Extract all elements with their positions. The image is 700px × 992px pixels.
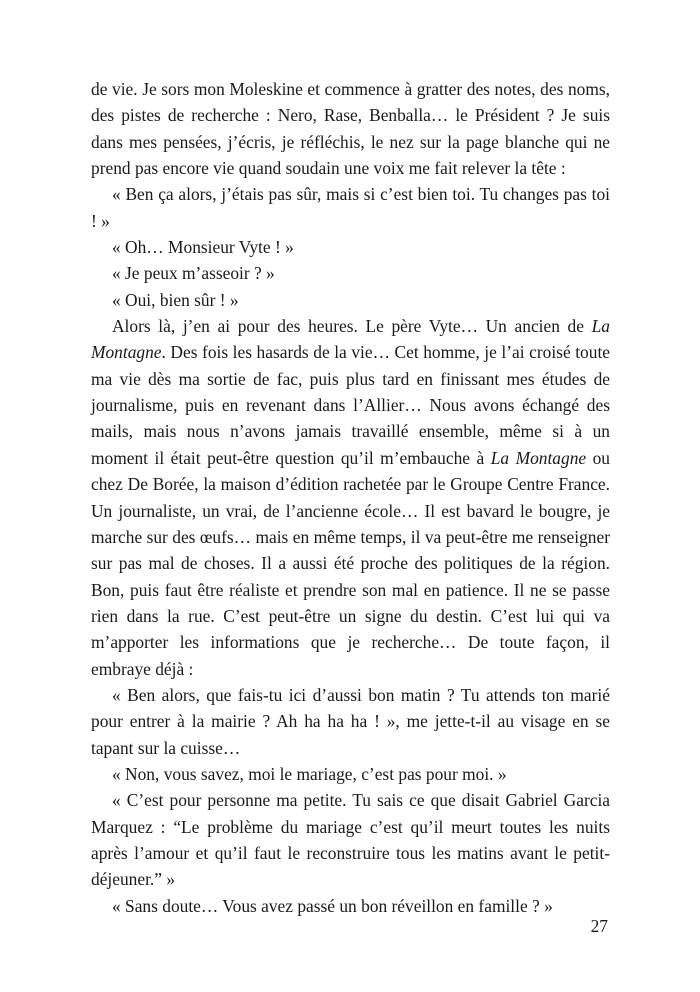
paragraph — [91, 787, 610, 892]
paragraph — [91, 234, 610, 260]
paragraph — [91, 893, 610, 919]
text-run: « Je peux m’asseoir ? » — [112, 263, 275, 284]
text-run: « Sans doute… Vous avez passé un bon réveillon en famille ? » — [112, 895, 553, 916]
italic-text-run: La Montagne — [490, 447, 587, 468]
paragraph — [91, 76, 610, 181]
paragraph — [91, 761, 610, 787]
page-number: 27 — [590, 916, 608, 936]
text-run: « Oui, bien sûr ! » — [112, 289, 239, 310]
text-run: . Des fois les hasards de la vie… Cet homme, je l’ai croisé toute ma vie dès ma sortie de fac, puis plus tard en finissant mes études de journalisme, puis en revenant dans l’Allier… Nous avons échangé des mails, mais nous n’avons jamais travaillé ensemble, même si à un moment il était peut-être question qu’il m’embauche à — [91, 342, 610, 468]
text-run: de vie. Je sors mon Moleskine et commence à gratter des notes, des noms, des pistes de recherche : Nero, Rase, Benballa… le Président ? Je suis dans mes pensées, j’écris, je réfléchis, le nez sur la page blanche qui ne prend pas encore vie quand soudain une voix me fait relever la tête : — [91, 79, 610, 179]
text-run: « Oh… Monsieur Vyte ! » — [112, 237, 294, 258]
text-run: Alors là, j’en ai pour des heures. Le père Vyte… Un ancien de — [112, 316, 592, 337]
text-run: ou chez De Borée, la maison d’édition rachetée par le Groupe Centre France. Un journaliste, un vrai, de l’ancienne école… Il est bavard le bougre, je marche sur des œufs… mais en même temps, il va peut-être me renseigner sur pas mal de choses. Il a aussi été proche des politiques de la région. Bon, puis faut être réaliste et prendre son mal en patience. Il ne se passe rien dans la rue. C’est peut-être un signe du destin. C’est lui qui va m’apporter les informations que je recherche… De toute façon, il embraye déjà : — [91, 447, 611, 679]
paragraph — [91, 287, 610, 313]
text-run: « Non, vous savez, moi le mariage, c’est pas pour moi. » — [112, 763, 507, 784]
body-text — [91, 76, 610, 919]
text-run: « Ben alors, que fais-tu ici d’aussi bon matin ? Tu attends ton marié pour entrer à la mairie ? Ah ha ha ha ! », me jette-t-il au visage en se tapant sur la cuisse… — [91, 684, 610, 758]
paragraph — [91, 682, 610, 761]
paragraph — [91, 260, 610, 286]
text-run: « C’est pour personne ma petite. Tu sais ce que disait Gabriel Garcia Marquez : “Le problème du mariage c’est qu’il meurt toutes les nuits après l’amour et qu’il faut le reconstruire tous les matins avant le petit-déjeuner.” » — [91, 790, 610, 890]
paragraph — [91, 181, 610, 234]
text-run: « Ben ça alors, j’étais pas sûr, mais si c’est bien toi. Tu changes pas toi ! » — [91, 184, 610, 231]
italic-text-run: La Montagne — [91, 316, 610, 363]
paragraph — [91, 313, 610, 682]
